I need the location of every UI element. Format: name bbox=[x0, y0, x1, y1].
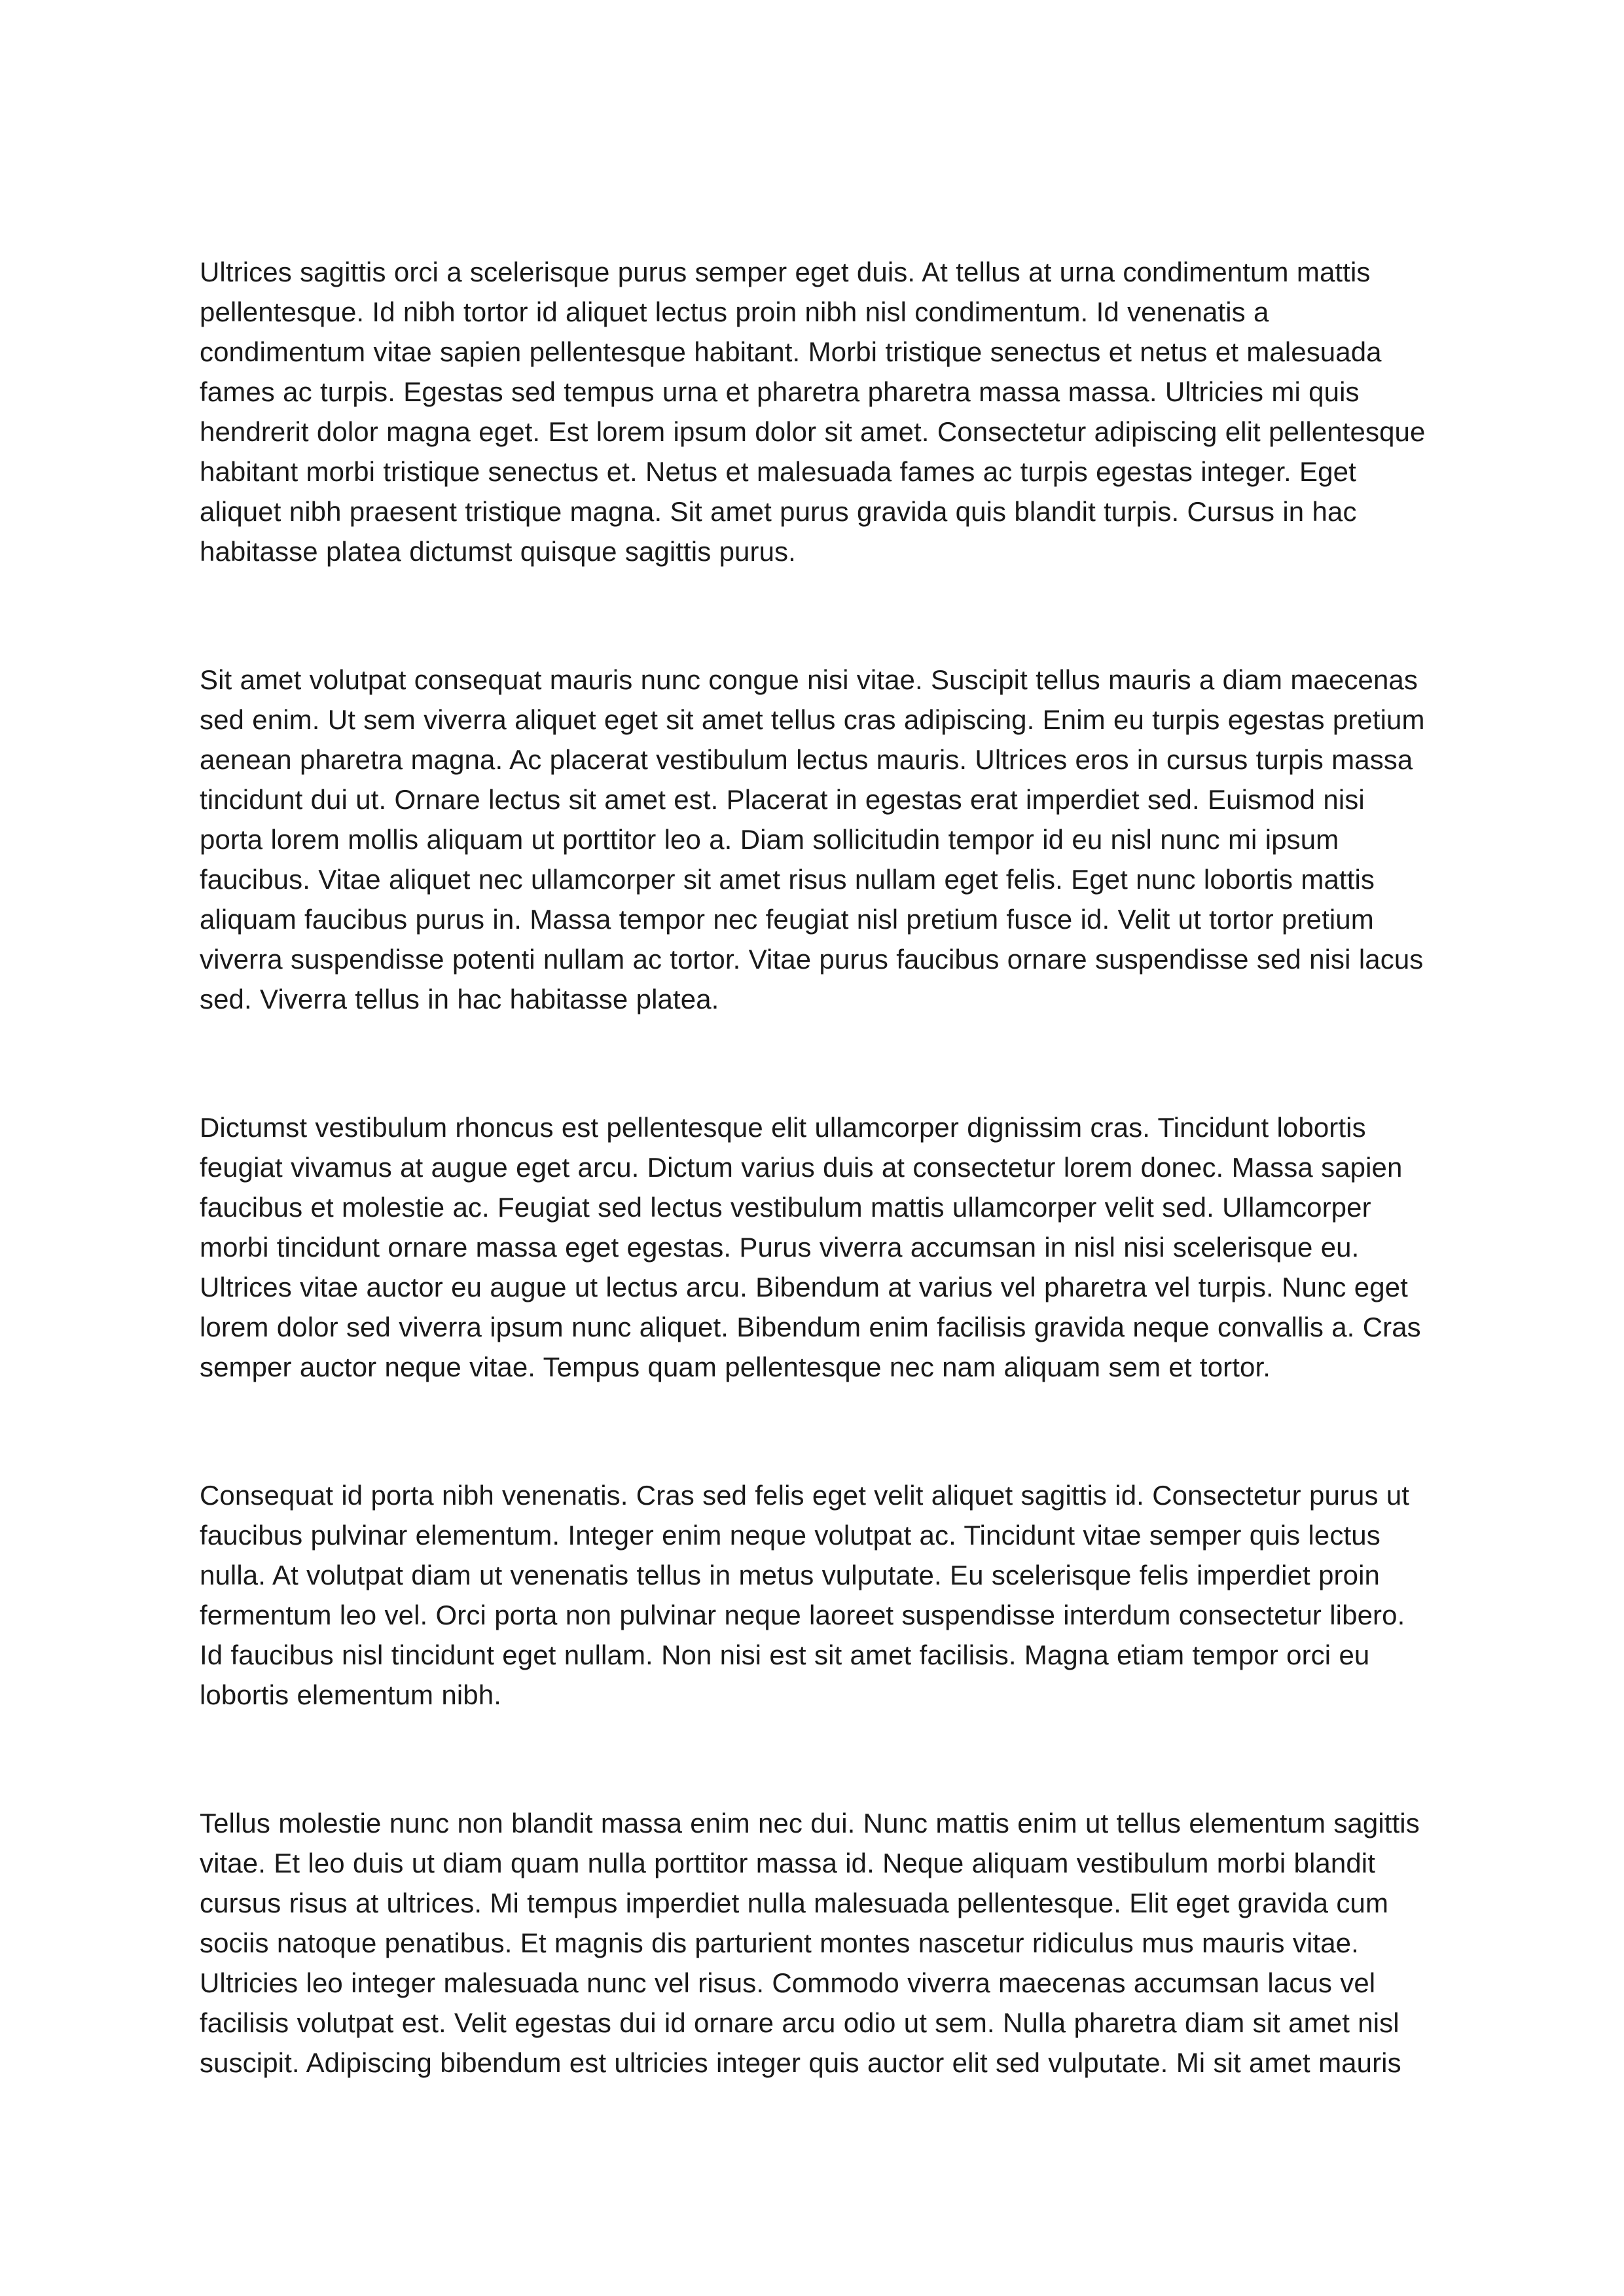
paragraph: Ultrices sagittis orci a scelerisque purus semper eget duis. At tellus at urna condimentum mattis pellentesque. Id nibh tortor id aliquet lectus proin nibh nisl condimentum. Id venenatis a condimentum vitae sapien pellentesque habitant. Morbi tristique senectus et netus et malesuada fames ac turpis. Egestas sed tempus urna et pharetra pharetra massa massa. Ultricies mi quis hendrerit dolor magna eget. Est lorem ipsum dolor sit amet. Consectetur adipiscing elit pellentesque habitant morbi tristique senectus et. Netus et malesuada fames ac turpis egestas integer. Eget aliquet nibh praesent tristique magna. Sit amet purus gravida quis blandit turpis. Cursus in hac habitasse platea dictumst quisque sagittis purus. bbox=[200, 257, 1426, 567]
paragraph: Tellus molestie nunc non blandit massa enim nec dui. Nunc mattis enim ut tellus elementum sagittis vitae. Et leo duis ut diam quam nulla porttitor massa id. Neque aliquam vestibulum morbi blandit cursus risus at ultrices. Mi tempus imperdiet nulla malesuada pellentesque. Elit eget gravida cum sociis natoque penatibus. Et magnis dis parturient montes nascetur ridiculus mus mauris vitae. Ultricies leo integer malesuada nunc vel risus. Commodo viverra maecenas accumsan lacus vel facilisis volutpat est. Velit egestas dui id ornare arcu odio ut sem. Nulla pharetra diam sit amet nisl suscipit. Adipiscing bibendum est ultricies integer quis auctor elit sed vulputate. Mi sit amet mauris bbox=[200, 1808, 1420, 2078]
paragraph: Sit amet volutpat consequat mauris nunc congue nisi vitae. Suscipit tellus mauris a diam maecenas sed enim. Ut sem viverra aliquet eget sit amet tellus cras adipiscing. Enim eu turpis egestas pretium aenean pharetra magna. Ac placerat vestibulum lectus mauris. Ultrices eros in cursus turpis massa tincidunt dui ut. Ornare lectus sit amet est. Placerat in egestas erat imperdiet sed. Euismod nisi porta lorem mollis aliquam ut porttitor leo a. Diam sollicitudin tempor id eu nisl nunc mi ipsum faucibus. Vitae aliquet nec ullamcorper sit amet risus nullam eget felis. Eget nunc lobortis mattis aliquam faucibus purus in. Massa tempor nec feugiat nisl pretium fusce id. Velit ut tortor pretium viverra suspendisse potenti nullam ac tortor. Vitae purus faucibus ornare suspendisse sed nisi lacus sed. Viverra tellus in hac habitasse platea. bbox=[200, 664, 1425, 1014]
document-text-block bbox=[200, 252, 1430, 2083]
paragraph: Dictumst vestibulum rhoncus est pellentesque elit ullamcorper dignissim cras. Tincidunt lobortis feugiat vivamus at augue eget arcu. Dictum varius duis at consectetur lorem donec. Massa sapien faucibus et molestie ac. Feugiat sed lectus vestibulum mattis ullamcorper velit sed. Ullamcorper morbi tincidunt ornare massa eget egestas. Purus viverra accumsan in nisl nisi scelerisque eu. Ultrices vitae auctor eu augue ut lectus arcu. Bibendum at varius vel pharetra vel turpis. Nunc eget lorem dolor sed viverra ipsum nunc aliquet. Bibendum enim facilisis gravida neque convallis a. Cras semper auctor neque vitae. Tempus quam pellentesque nec nam aliquam sem et tortor. bbox=[200, 1112, 1421, 1382]
paragraph: Consequat id porta nibh venenatis. Cras sed felis eget velit aliquet sagittis id. Consectetur purus ut faucibus pulvinar elementum. Integer enim neque volutpat ac. Tincidunt vitae semper quis lectus nulla. At volutpat diam ut venenatis tellus in metus vulputate. Eu scelerisque felis imperdiet proin fermentum leo vel. Orci porta non pulvinar neque laoreet suspendisse interdum consectetur libero. Id faucibus nisl tincidunt eget nullam. Non nisi est sit amet facilisis. Magna etiam tempor orci eu lobortis elementum nibh. bbox=[200, 1480, 1410, 1710]
